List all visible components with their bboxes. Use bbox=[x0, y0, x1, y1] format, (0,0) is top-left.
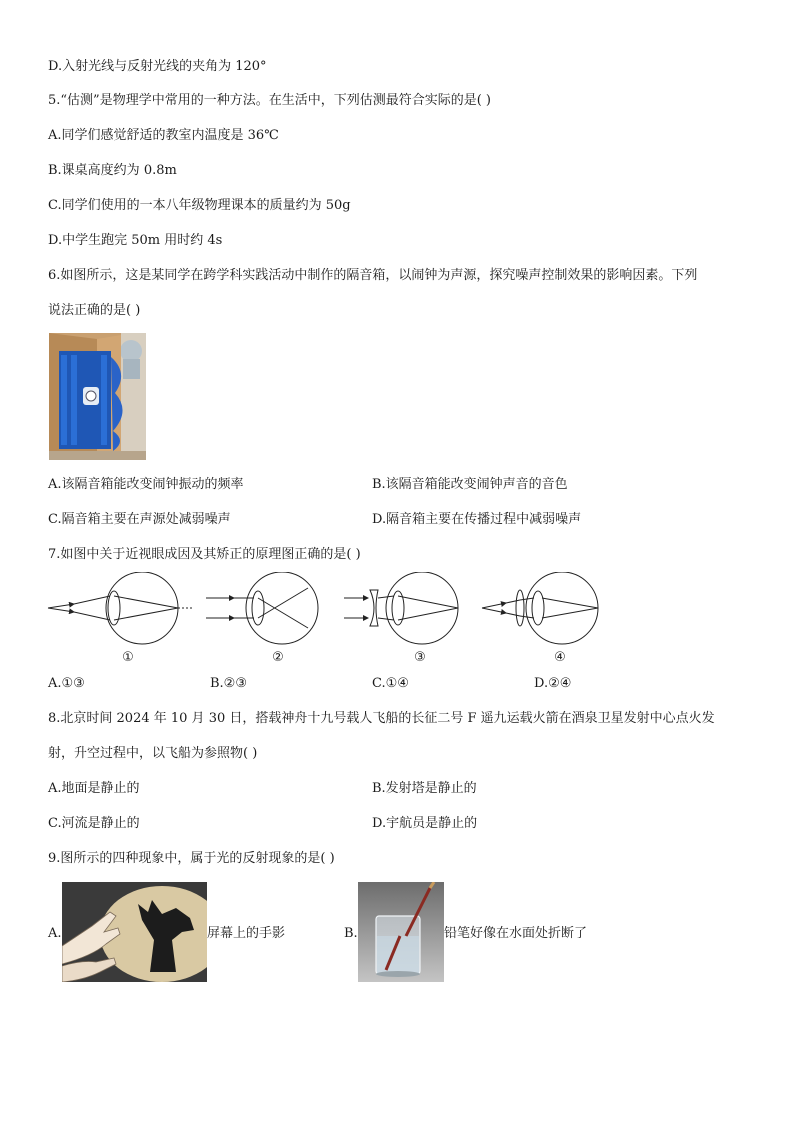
q9-option-a-caption: 屏幕上的手影 bbox=[207, 926, 286, 941]
q8-option-a: A.地面是静止的 bbox=[48, 781, 140, 796]
pencil-in-water-photo bbox=[358, 882, 444, 982]
q5-option-a: A.同学们感觉舒适的教室内温度是 36℃ bbox=[48, 128, 279, 143]
q9-option-b-letter: B. bbox=[344, 926, 358, 941]
diagram-label-1: ① bbox=[122, 650, 134, 665]
q9-option-a-letter: A. bbox=[48, 926, 62, 941]
q8-option-c: C.河流是静止的 bbox=[48, 816, 140, 831]
eye-diagram-2 bbox=[206, 572, 318, 644]
q8-option-b: B.发射塔是静止的 bbox=[372, 781, 477, 796]
q6-stem-line1: 6.如图所示，这是某同学在跨学科实践活动中制作的隔音箱，以闹钟为声源，探究噪声控制效果的影响因素。下列 bbox=[48, 268, 698, 283]
diagram-label-4: ④ bbox=[554, 650, 566, 665]
q7-option-b: B.②③ bbox=[210, 676, 247, 691]
diagram-label-2: ② bbox=[272, 650, 284, 665]
q8-stem-line1: 8.北京时间 2024 年 10 月 30 日，搭载神舟十九号载人飞船的长征二号 F 遥九运载火箭在酒泉卫星发射中心点火发 bbox=[48, 711, 715, 726]
q6-option-c: C.隔音箱主要在声源处减弱噪声 bbox=[48, 512, 231, 527]
q8-option-d: D.宇航员是静止的 bbox=[372, 816, 478, 831]
eye-diagram-4 bbox=[482, 572, 598, 644]
eye-diagram-3 bbox=[344, 572, 458, 644]
q5-option-b: B.课桌高度约为 0.8m bbox=[48, 163, 177, 178]
diagram-label-3: ③ bbox=[414, 650, 426, 665]
q6-option-a: A.该隔音箱能改变闹钟振动的频率 bbox=[48, 477, 244, 492]
q9-option-b-caption: 铅笔好像在水面处折断了 bbox=[444, 926, 588, 941]
q6-option-d: D.隔音箱主要在传播过程中减弱噪声 bbox=[372, 512, 582, 527]
q5-stem: 5.“估测”是物理学中常用的一种方法。在生活中，下列估测最符合实际的是( ) bbox=[48, 93, 491, 108]
q8-stem-line2: 射，升空过程中，以飞船为参照物( ) bbox=[48, 746, 258, 761]
q5-option-d: D.中学生跑完 50m 用时约 4s bbox=[48, 233, 223, 248]
eye-diagram-1 bbox=[48, 572, 194, 644]
q6-stem-line2: 说法正确的是( ) bbox=[48, 303, 141, 318]
q7-option-d: D.②④ bbox=[534, 676, 572, 691]
q7-option-a: A.①③ bbox=[48, 676, 85, 691]
q5-option-c: C.同学们使用的一本八年级物理课本的质量约为 50g bbox=[48, 198, 351, 213]
hand-shadow-photo bbox=[62, 882, 207, 982]
q6-option-b: B.该隔音箱能改变闹钟声音的音色 bbox=[372, 477, 568, 492]
q7-option-c: C.①④ bbox=[372, 676, 409, 691]
q4-option-d: D.入射光线与反射光线的夹角为 120° bbox=[48, 59, 267, 74]
eye-diagrams bbox=[44, 572, 610, 668]
q7-stem: 7.如图中关于近视眼成因及其矫正的原理图正确的是( ) bbox=[48, 547, 361, 562]
soundproof-box-photo bbox=[49, 333, 146, 460]
q9-stem: 9.图所示的四种现象中，属于光的反射现象的是( ) bbox=[48, 851, 335, 866]
